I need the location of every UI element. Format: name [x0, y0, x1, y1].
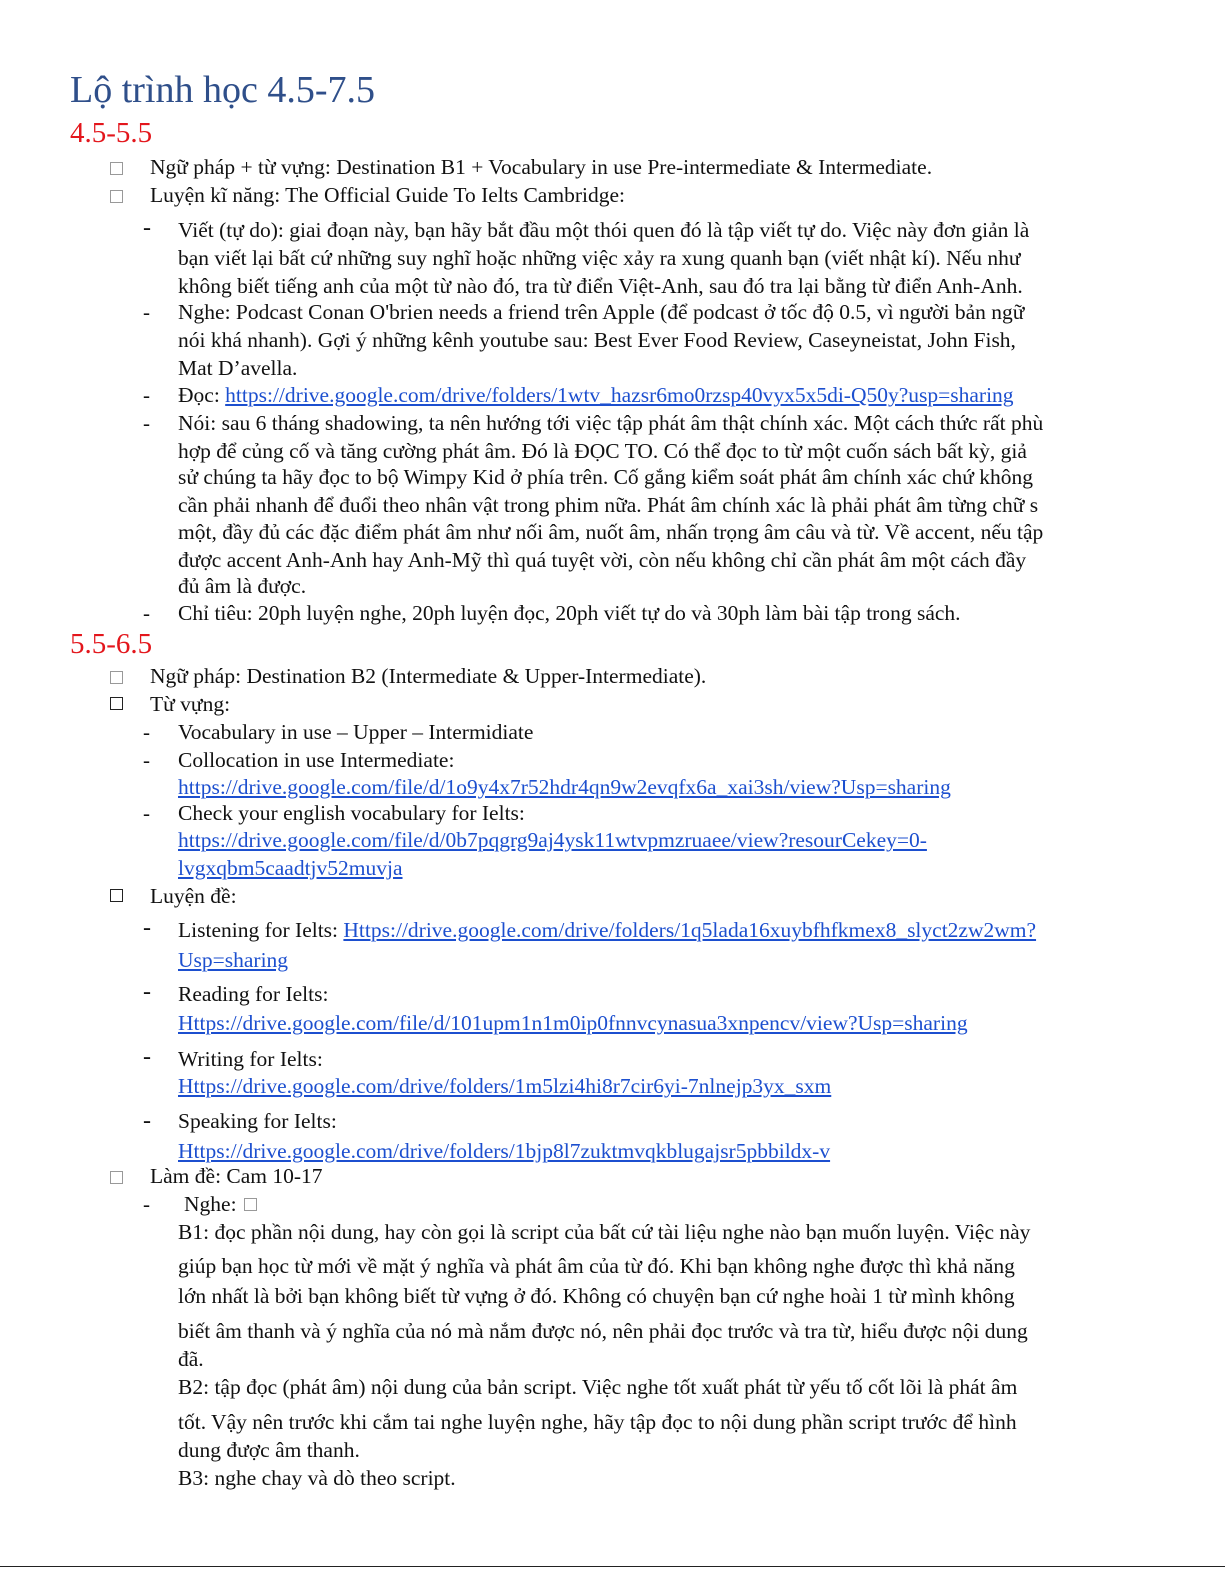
paragraph-line: hợp để củng cố và tăng cường phát âm. Đó là ĐỌC TO. Có thể đọc to từ một cuốn sách bất kỳ, giả — [178, 439, 1027, 463]
paragraph-line: B3: nghe chay và dò theo script. — [178, 1466, 456, 1490]
paragraph-line: Nói: sau 6 tháng shadowing, ta nên hướng tới việc tập phát âm thật chính xác. Một cách thức rất phù — [178, 411, 1044, 435]
bullet-icon — [110, 190, 123, 203]
dash-bullet-icon: - — [143, 748, 150, 772]
nghe-label: Nghe: — [184, 1192, 237, 1216]
paragraph-line: sử chúng ta hãy đọc to bộ Wimpy Kid ở phía trên. Cố gắng kiểm soát phát âm chính xác chứ không — [178, 465, 1034, 489]
dash-bullet-icon: - — [143, 300, 150, 324]
paragraph-line: B2: tập đọc (phát âm) nội dung của bản script. Việc nghe tốt xuất phát từ yếu tố cốt lõi là phát âm — [178, 1375, 1018, 1399]
list-item: Từ vựng: — [150, 692, 231, 716]
doc-link[interactable]: https://drive.google.com/drive/folders/1wtv_hazsr6mo0rzsp40vyx5x5di-Q50y?usp=sharing — [225, 383, 1014, 407]
dash-bullet-icon: - — [143, 1192, 150, 1216]
paragraph-line: Reading for Ielts: — [178, 982, 329, 1006]
paragraph-line: Viết (tự do): giai đoạn này, bạn hãy bắt đầu một thói quen đó là tập viết tự do. Việc này đơn giản là — [178, 218, 1030, 242]
dash-bullet-icon: - — [143, 601, 150, 625]
list-item: Ngữ pháp + từ vựng: Destination B1 + Vocabulary in use Pre-intermediate & Intermediate. — [150, 155, 933, 179]
paragraph-line: Check your english vocabulary for Ielts: — [178, 801, 525, 825]
bullet-icon — [110, 1171, 123, 1184]
dash-bullet-icon: - — [143, 1108, 151, 1134]
paragraph-line: Vocabulary in use – Upper – Intermidiate — [178, 720, 534, 744]
paragraph-line: giúp bạn học từ mới về mặt ý nghĩa và phát âm của từ đó. Khi bạn không nghe được thì khả năng — [178, 1254, 1015, 1278]
paragraph-line: dung được âm thanh. — [178, 1438, 360, 1462]
collocation-link[interactable]: https://drive.google.com/file/d/1o9y4x7r52hdr4qn9w2evqfx6a_xai3sh/view?Usp=sharing — [178, 775, 951, 799]
page-title: Lộ trình học 4.5-7.5 — [70, 69, 376, 111]
list-item: Làm đề: Cam 10-17 — [150, 1164, 323, 1188]
paragraph-line: lớn nhất là bởi bạn không biết từ vựng ở đó. Không có chuyện bạn cứ nghe hoài 1 từ mình không — [178, 1284, 1015, 1308]
paragraph-line: Collocation in use Intermediate: — [178, 748, 455, 772]
bullet-icon — [110, 671, 123, 684]
dash-bullet-icon: - — [143, 215, 151, 241]
list-item: Luyện đề: — [150, 884, 237, 908]
paragraph-line: biết âm thanh và ý nghĩa của nó mà nắm được nó, nên phải đọc trước và tra từ, hiểu được nội dung — [178, 1319, 1028, 1343]
dash-bullet-icon: - — [143, 411, 150, 435]
section-heading-5-5: 5.5-6.5 — [70, 628, 153, 660]
listening-item — [178, 916, 1036, 944]
reading-link[interactable]: Https://drive.google.com/file/d/101upm1n1m0ip0fnnvcynasua3xnpencv/view?Usp=sharing — [178, 1011, 968, 1035]
paragraph-line: được accent Anh-Anh hay Anh-Mỹ thì quá tuyệt vời, còn nếu không chỉ cần phát âm một cách đầy — [178, 548, 1027, 572]
paragraph-line: đã. — [178, 1347, 204, 1371]
dash-bullet-icon: - — [143, 1044, 151, 1070]
bullet-icon — [110, 697, 123, 710]
doc-label: Đọc: — [178, 383, 226, 407]
paragraph-line: đủ âm là được. — [178, 574, 307, 598]
dash-bullet-icon: - — [143, 720, 150, 744]
dash-bullet-icon: - — [143, 915, 151, 941]
listening-link[interactable]: Https://drive.google.com/drive/folders/1q5lada16xuybfhfkmex8_slyct2zw2wm? — [343, 918, 1037, 942]
box-icon — [244, 1198, 257, 1211]
paragraph-line: Speaking for Ielts: — [178, 1109, 337, 1133]
paragraph-line: bạn viết lại bất cứ những suy nghĩ hoặc những việc xảy ra xung quanh bạn (viết nhật kí). Nếu như — [178, 246, 1021, 270]
bullet-icon — [110, 889, 123, 902]
paragraph-line: một, đầy đủ các đặc điểm phát âm như nối âm, nuốt âm, nhấn trọng âm câu và từ. Về accent, nếu tập — [178, 520, 1044, 544]
doc-item — [178, 381, 1014, 409]
speaking-link[interactable]: Https://drive.google.com/drive/folders/1bjp8l7zuktmvqkblugajsr5pbbildx-v — [178, 1139, 831, 1163]
paragraph-line: cần phải nhanh để đuổi theo nhân vật trong phim nữa. Phát âm chính xác là phải phát âm từng chữ s — [178, 493, 1039, 517]
paragraph-line: Chỉ tiêu: 20ph luyện nghe, 20ph luyện đọc, 20ph viết tự do và 30ph làm bài tập trong sách. — [178, 601, 961, 625]
paragraph-line: tốt. Vậy nên trước khi cắm tai nghe luyện nghe, hãy tập đọc to nội dung phần script trước để hình — [178, 1410, 1017, 1434]
dash-bullet-icon: - — [143, 979, 151, 1005]
writing-link[interactable]: Https://drive.google.com/drive/folders/1m5lzi4hi8r7cir6yi-7nlnejp3yx_sxm — [178, 1074, 832, 1098]
paragraph-line: nói khá nhanh). Gợi ý những kênh youtube sau: Best Ever Food Review, Caseyneistat, John Fish, — [178, 328, 1016, 352]
paragraph-line: B1: đọc phần nội dung, hay còn gọi là script của bất cứ tài liệu nghe nào bạn muốn luyện. Việc này — [178, 1220, 1031, 1244]
list-item: Ngữ pháp: Destination B2 (Intermediate & Upper-Intermediate). — [150, 664, 707, 688]
vocabulary-link-cont[interactable]: lvgxqbm5caadtjv52muvja — [178, 856, 403, 880]
list-item: Luyện kĩ năng: The Official Guide To Ielts Cambridge: — [150, 183, 625, 207]
bullet-icon — [110, 162, 123, 175]
listening-label: Listening for Ielts: — [178, 918, 344, 942]
paragraph-line: Mat D’avella. — [178, 356, 298, 380]
dash-bullet-icon: - — [143, 801, 150, 825]
dash-bullet-icon: - — [143, 383, 150, 407]
vocabulary-link[interactable]: https://drive.google.com/file/d/0b7pqgrg9aj4ysk11wtvpmzruaee/view?resourCekey=0- — [178, 828, 927, 852]
paragraph-line: không biết tiếng anh của một từ nào đó, tra từ điển Việt-Anh, sau đó tra lại bằng từ điển Anh-Anh. — [178, 274, 1023, 298]
listening-link-cont[interactable]: Usp=sharing — [178, 948, 289, 972]
section-heading-4-5: 4.5-5.5 — [70, 117, 153, 149]
paragraph-line: Writing for Ielts: — [178, 1047, 323, 1071]
paragraph-line: Nghe: Podcast Conan O'brien needs a friend trên Apple (để podcast ở tốc độ 0.5, vì người bản ngữ — [178, 300, 1025, 324]
page-divider — [0, 1566, 1225, 1567]
